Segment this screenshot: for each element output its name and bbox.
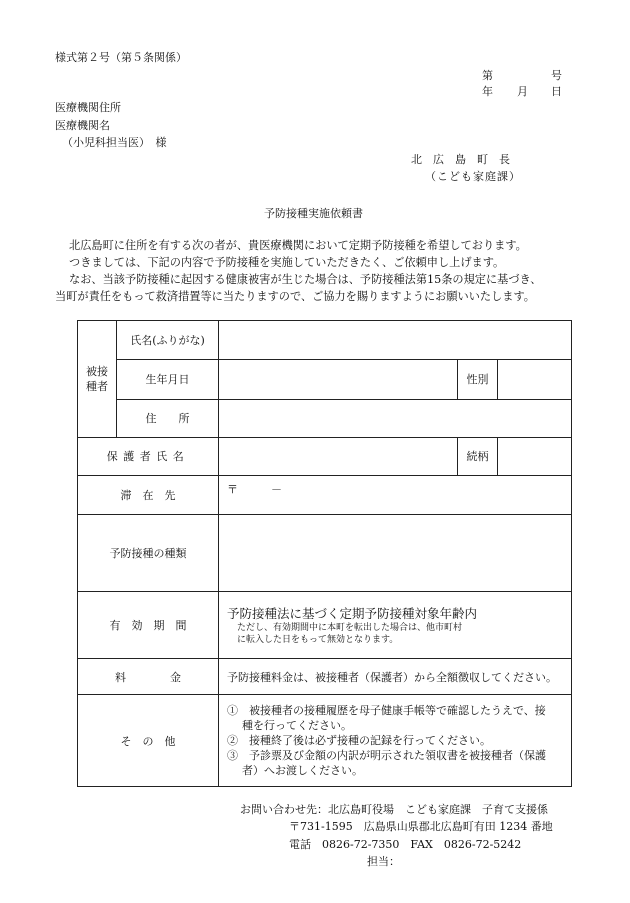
form-id: 様式第２号（第５条関係）	[55, 51, 187, 64]
sex-label: 性別	[458, 360, 498, 399]
doc-number-dai: 第	[482, 69, 493, 82]
fee-text: 予防接種料金は、被接種者（保護者）から全額徴収してください。	[219, 659, 572, 695]
addressee-name: 医療機関名	[55, 119, 110, 132]
body-paragraph-2: つきましては、下記の内容で予防接種を実施していただきたく、ご依頼申し上げます。	[69, 256, 505, 269]
request-form-table	[77, 320, 572, 787]
body-paragraph-3b: 当町が責任をもって救済措置等に当たりますので、ご協力を賜りますようにお願いいたします。	[55, 290, 535, 303]
vaccine-type-field[interactable]	[219, 515, 572, 591]
validity-main: 予防接種法に基づく定期予防接種対象年齢内	[227, 605, 478, 621]
sender-name: 北 広 島 町 長	[411, 153, 510, 166]
contact-line-1: お問い合わせ先：北広島町役場 こども家庭課 子育て支援係	[240, 803, 548, 816]
other-item-1b: 種を行ってください。	[242, 719, 352, 733]
dob-label: 生年月日	[117, 360, 219, 399]
name-field[interactable]	[219, 321, 572, 360]
validity-label: 有 効 期 間	[78, 591, 219, 658]
name-label: 氏名(ふりがな)	[117, 321, 219, 360]
stay-postal: 〒 －	[227, 482, 282, 496]
addressee-doctor: （小児科担当医） 様	[62, 136, 167, 149]
body-paragraph-3a: なお、当該予防接種に起因する健康被害が生じた場合は、予防接種法第15条の規定に基づき、	[69, 273, 542, 286]
dob-field[interactable]	[219, 360, 458, 399]
doc-number-go: 号	[551, 69, 562, 82]
sender-dept: （こども家庭課）	[425, 170, 521, 183]
address-label: 住 所	[117, 399, 219, 437]
other-item-2: ② 接種終了後は必ず接種の記録を行ってください。	[227, 734, 491, 748]
date-year: 年	[482, 85, 493, 98]
recipient-group-text: 被接種者	[86, 364, 108, 393]
relation-field[interactable]	[498, 437, 572, 475]
other-item-3a: ③ 予診票及び金額の内訳が明示された領収書を被接種者（保護	[227, 749, 546, 763]
recipient-group-label	[78, 321, 117, 438]
relation-label: 続柄	[458, 437, 498, 475]
contact-line-3: 電話 0826-72-7350 FAX 0826-72-5242	[289, 838, 522, 851]
fee-label: 料 金	[78, 659, 219, 695]
date-month: 月	[517, 85, 528, 98]
other-item-1a: ① 被接種者の接種履歴を母子健康手帳等で確認したうえで、接	[227, 704, 546, 718]
contact-line-2: 〒731-1595 広島県山県郡北広島町有田 1234 番地	[289, 820, 553, 833]
addressee-address: 医療機関住所	[55, 101, 121, 114]
document-title: 予防接種実施依頼書	[264, 207, 363, 220]
guardian-label: 保護者氏名	[78, 437, 219, 475]
contact-line-4: 担当：	[367, 855, 400, 868]
stay-field[interactable]	[219, 475, 572, 514]
other-item-3b: 者）へお渡しください。	[242, 764, 363, 778]
other-cell	[219, 695, 572, 787]
validity-note-1: ただし、有効期間中に本町を転出した場合は、他市町村	[237, 622, 463, 633]
validity-note-2: に転入した日をもって無効となります。	[237, 634, 399, 645]
body-paragraph-1: 北広島町に住所を有する次の者が、貴医療機関において定期予防接種を希望しております。	[69, 239, 527, 252]
sex-field[interactable]	[498, 360, 572, 399]
date-day: 日	[551, 85, 562, 98]
guardian-field[interactable]	[219, 437, 458, 475]
other-label: そ の 他	[78, 695, 219, 787]
vaccine-type-label: 予防接種の種類	[78, 515, 219, 591]
address-field[interactable]	[219, 399, 572, 437]
validity-cell	[219, 591, 572, 658]
stay-label: 滞 在 先	[78, 475, 219, 514]
